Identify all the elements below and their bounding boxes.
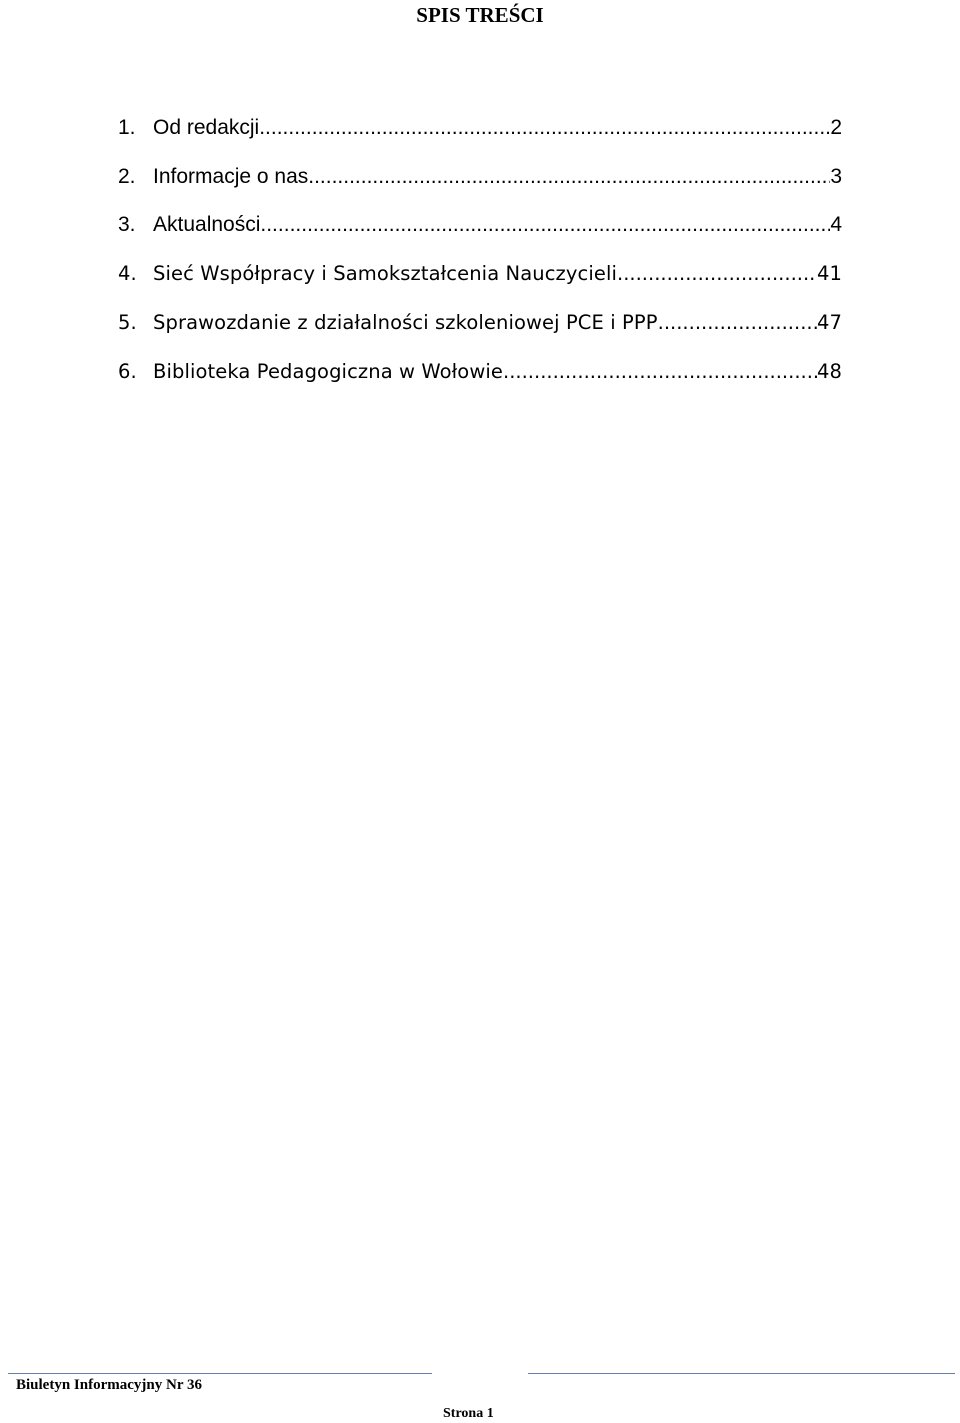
page-title: SPIS TREŚCI [416,3,544,27]
toc-entry-number: 4. [118,262,137,285]
footer-page-number: Strona 1 [443,1406,494,1421]
toc-entry-number: 1. [118,116,136,139]
footer-rule-left [8,1373,432,1374]
toc-dot-leader [503,357,817,387]
toc-entry-title: Aktualności [153,213,261,236]
toc-dot-leader [259,113,830,143]
toc-entry[interactable] [118,357,842,387]
toc-entry-page: 47 [816,311,842,334]
toc-entry[interactable] [118,210,842,240]
toc-entry[interactable] [118,259,842,289]
toc-entry[interactable] [118,308,842,338]
toc-entry-page: 3 [830,165,842,188]
toc-dot-leader [658,308,817,338]
toc-entry-title: Biblioteka Pedagogiczna w Wołowie [153,360,503,383]
toc-entry-title: Od redakcji [153,116,260,139]
toc-entry-title: Sieć Współpracy i Samokształcenia Nauczycieli [153,262,618,285]
toc-entry-number: 2. [118,165,136,188]
toc-dot-leader [260,210,830,240]
toc-entry-number: 6. [118,360,137,383]
toc-entry-number: 5. [118,311,137,334]
toc-entry-page: 4 [830,213,842,236]
footer-rule-right [528,1373,955,1374]
toc-entry-title: Informacje o nas [153,165,309,188]
toc-dot-leader [308,162,830,192]
footer-publication: Biuletyn Informacyjny Nr 36 [16,1377,202,1393]
toc-entry[interactable] [118,162,842,192]
toc-entry-page: 48 [816,360,842,383]
toc-entry-page: 41 [816,262,842,285]
toc-entry[interactable] [118,113,842,143]
toc-entry-number: 3. [118,213,136,236]
toc-dot-leader [617,259,817,289]
toc-entry-title: Sprawozdanie z działalności szkoleniowej PCE i PPP [153,311,658,334]
toc-entry-page: 2 [830,116,842,139]
